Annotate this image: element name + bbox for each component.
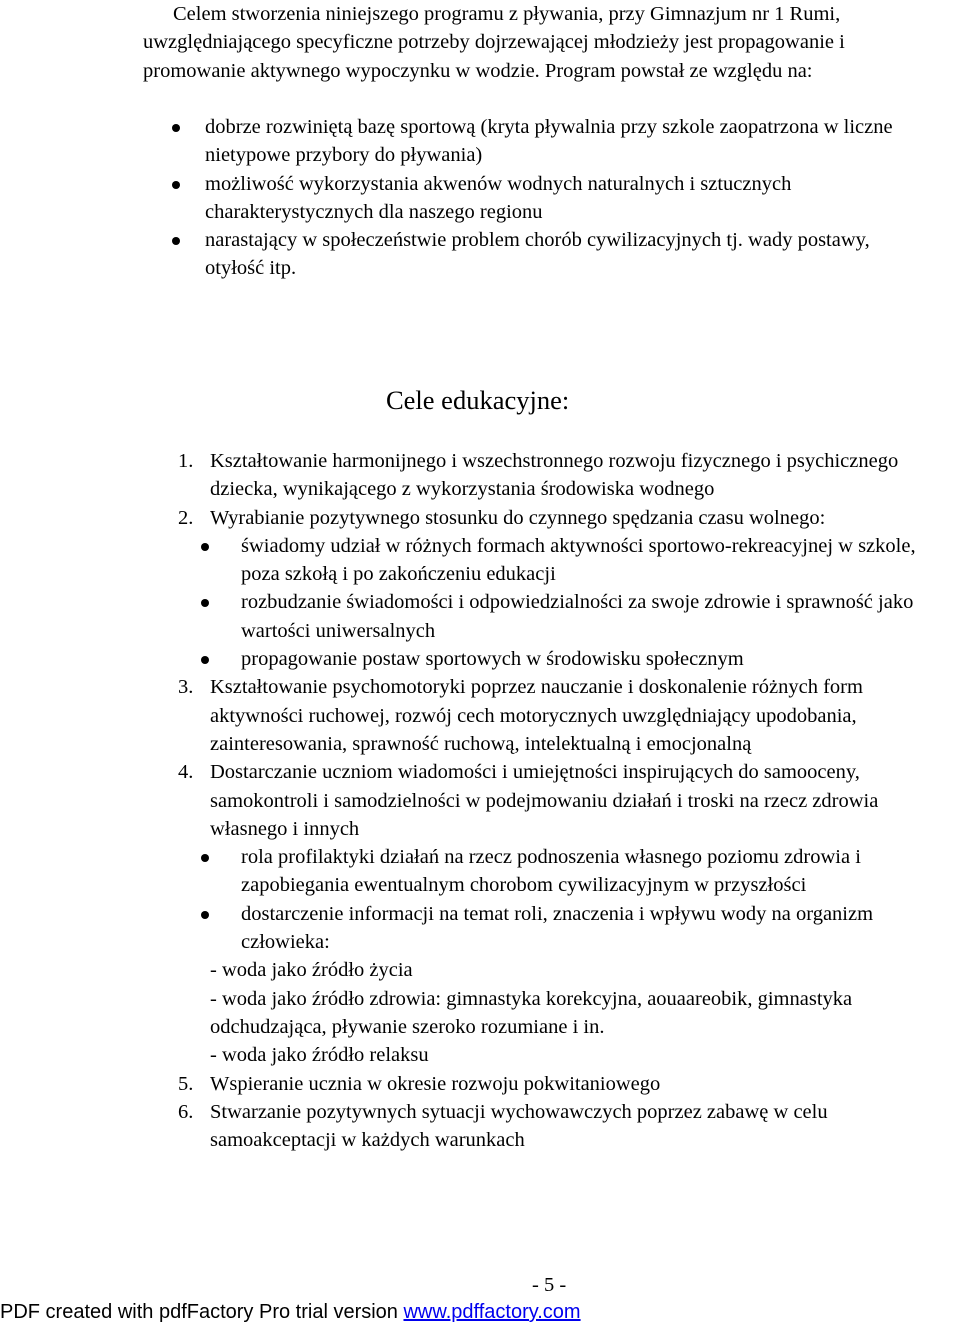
goal-item (178, 504, 958, 532)
bullet-icon (201, 656, 209, 664)
goal-item (178, 673, 958, 758)
goal-text: Kształtowanie harmonijnego i wszechstronnego rozwoju fizycznego i psychicznego dziecka, wynikającego z wykorzystania środowiska wodnego (210, 450, 899, 501)
intro-bullet-list (172, 113, 932, 283)
page-number: - 5 - (532, 1274, 567, 1296)
bullet-icon (201, 911, 209, 919)
goal-item (178, 758, 958, 843)
bullet-text: propagowanie postaw sportowych w środowisku społecznym (241, 648, 744, 671)
goal-bullet-list (186, 843, 958, 956)
section-heading: Cele edukacyjne: (386, 385, 570, 415)
goal-text: Kształtowanie psychomotoryki poprzez nauczanie i doskonalenie różnych form aktywności ruchowej, rozwój cech motorycznych uwzględniający upodobania, zainteresowania, sprawność ruchową, intelektualną i emocjonalną (210, 676, 863, 755)
list-item (186, 900, 958, 957)
goal-number: 6. (178, 1100, 194, 1123)
bullet-icon (172, 181, 180, 189)
bullet-icon (201, 599, 209, 607)
goal-text: Wspieranie ucznia w okresie rozwoju pokwitaniowego (210, 1072, 661, 1095)
intro-paragraph: Celem stworzenia niniejszego programu z pływania, przy Gimnazjum nr 1 Rumi, uwzględniającego specyficzne potrzeby dojrzewającej młodzieży jest propagowanie i promowanie aktywnego wypoczynku w wodzie. Program powstał ze względu na: (143, 3, 845, 82)
list-item (186, 843, 958, 900)
list-item (186, 645, 958, 673)
goal-text: Wyrabianie pozytywnego stosunku do czynnego spędzania czasu wolnego: (210, 506, 826, 529)
bullet-icon (201, 543, 209, 551)
goal-text: Stwarzanie pozytywnych sytuacji wychowawczych poprzez zabawę w celu samoakceptacji w każdych warunkach (210, 1100, 828, 1152)
bullet-icon (172, 124, 180, 132)
goal-number: 4. (178, 761, 194, 784)
goal-number: 3. (178, 676, 194, 699)
footer-link[interactable]: www.pdffactory.com (403, 1301, 581, 1323)
footer-text: PDF created with pdfFactory Pro trial version (0, 1301, 404, 1323)
goal-text: Dostarczanie uczniom wiadomości i umiejętności inspirujących do samooceny, samokontroli i samodzielności w podejmowaniu działań i troski na rzecz zdrowia własnego i innych (210, 761, 879, 840)
goal-bullet-list (186, 532, 958, 673)
bullet-text: dobrze rozwiniętą bazę sportową (kryta pływalnia przy szkole zaopatrzona w liczne nietypowe przybory do pływania) (205, 116, 893, 167)
list-item (172, 226, 932, 283)
bullet-text: narastający w społeczeństwie problem chorób cywilizacyjnych tj. wady postawy, otyłość itp. (205, 229, 870, 280)
list-item (186, 532, 958, 589)
bullet-text: rola profilaktyki działań na rzecz podnoszenia własnego poziomu zdrowia i zapobiegania ewentualnym chorobom cywilizacyjnym w przyszłości (241, 846, 861, 897)
goal-item (178, 1098, 958, 1155)
bullet-icon (201, 854, 209, 862)
bullet-text: rozbudzanie świadomości i odpowiedzialności za swoje zdrowie i sprawność jako wartości uniwersalnych (241, 591, 914, 642)
goal-number: 5. (178, 1072, 194, 1095)
dash-item: - woda jako źródło życia (210, 959, 413, 982)
goal-item (178, 1070, 958, 1098)
goal-item (178, 447, 958, 504)
dash-list (178, 956, 958, 1069)
dash-item: - woda jako źródło zdrowia: gimnastyka korekcyjna, aouaareobik, gimnastyka odchudzająca, pływanie szeroko rozumiane i in. (210, 987, 853, 1038)
goal-number: 2. (178, 506, 194, 529)
list-item (186, 588, 958, 645)
list-item (172, 113, 932, 170)
goals-list (178, 447, 958, 1154)
list-item (172, 170, 932, 227)
bullet-text: możliwość wykorzystania akwenów wodnych naturalnych i sztucznych charakterystycznych dla naszego regionu (205, 172, 792, 223)
bullet-icon (172, 237, 180, 245)
goal-number: 1. (178, 450, 194, 472)
pdf-footer (0, 1298, 581, 1326)
bullet-text: dostarczenie informacji na temat roli, znaczenia i wpływu wody na organizm człowieka: (241, 902, 874, 954)
bullet-text: świadomy udział w różnych formach aktywności sportowo-rekreacyjnej w szkole, poza szkołą i po zakończeniu edukacji (241, 534, 916, 586)
dash-item: - woda jako źródło relaksu (210, 1044, 429, 1067)
